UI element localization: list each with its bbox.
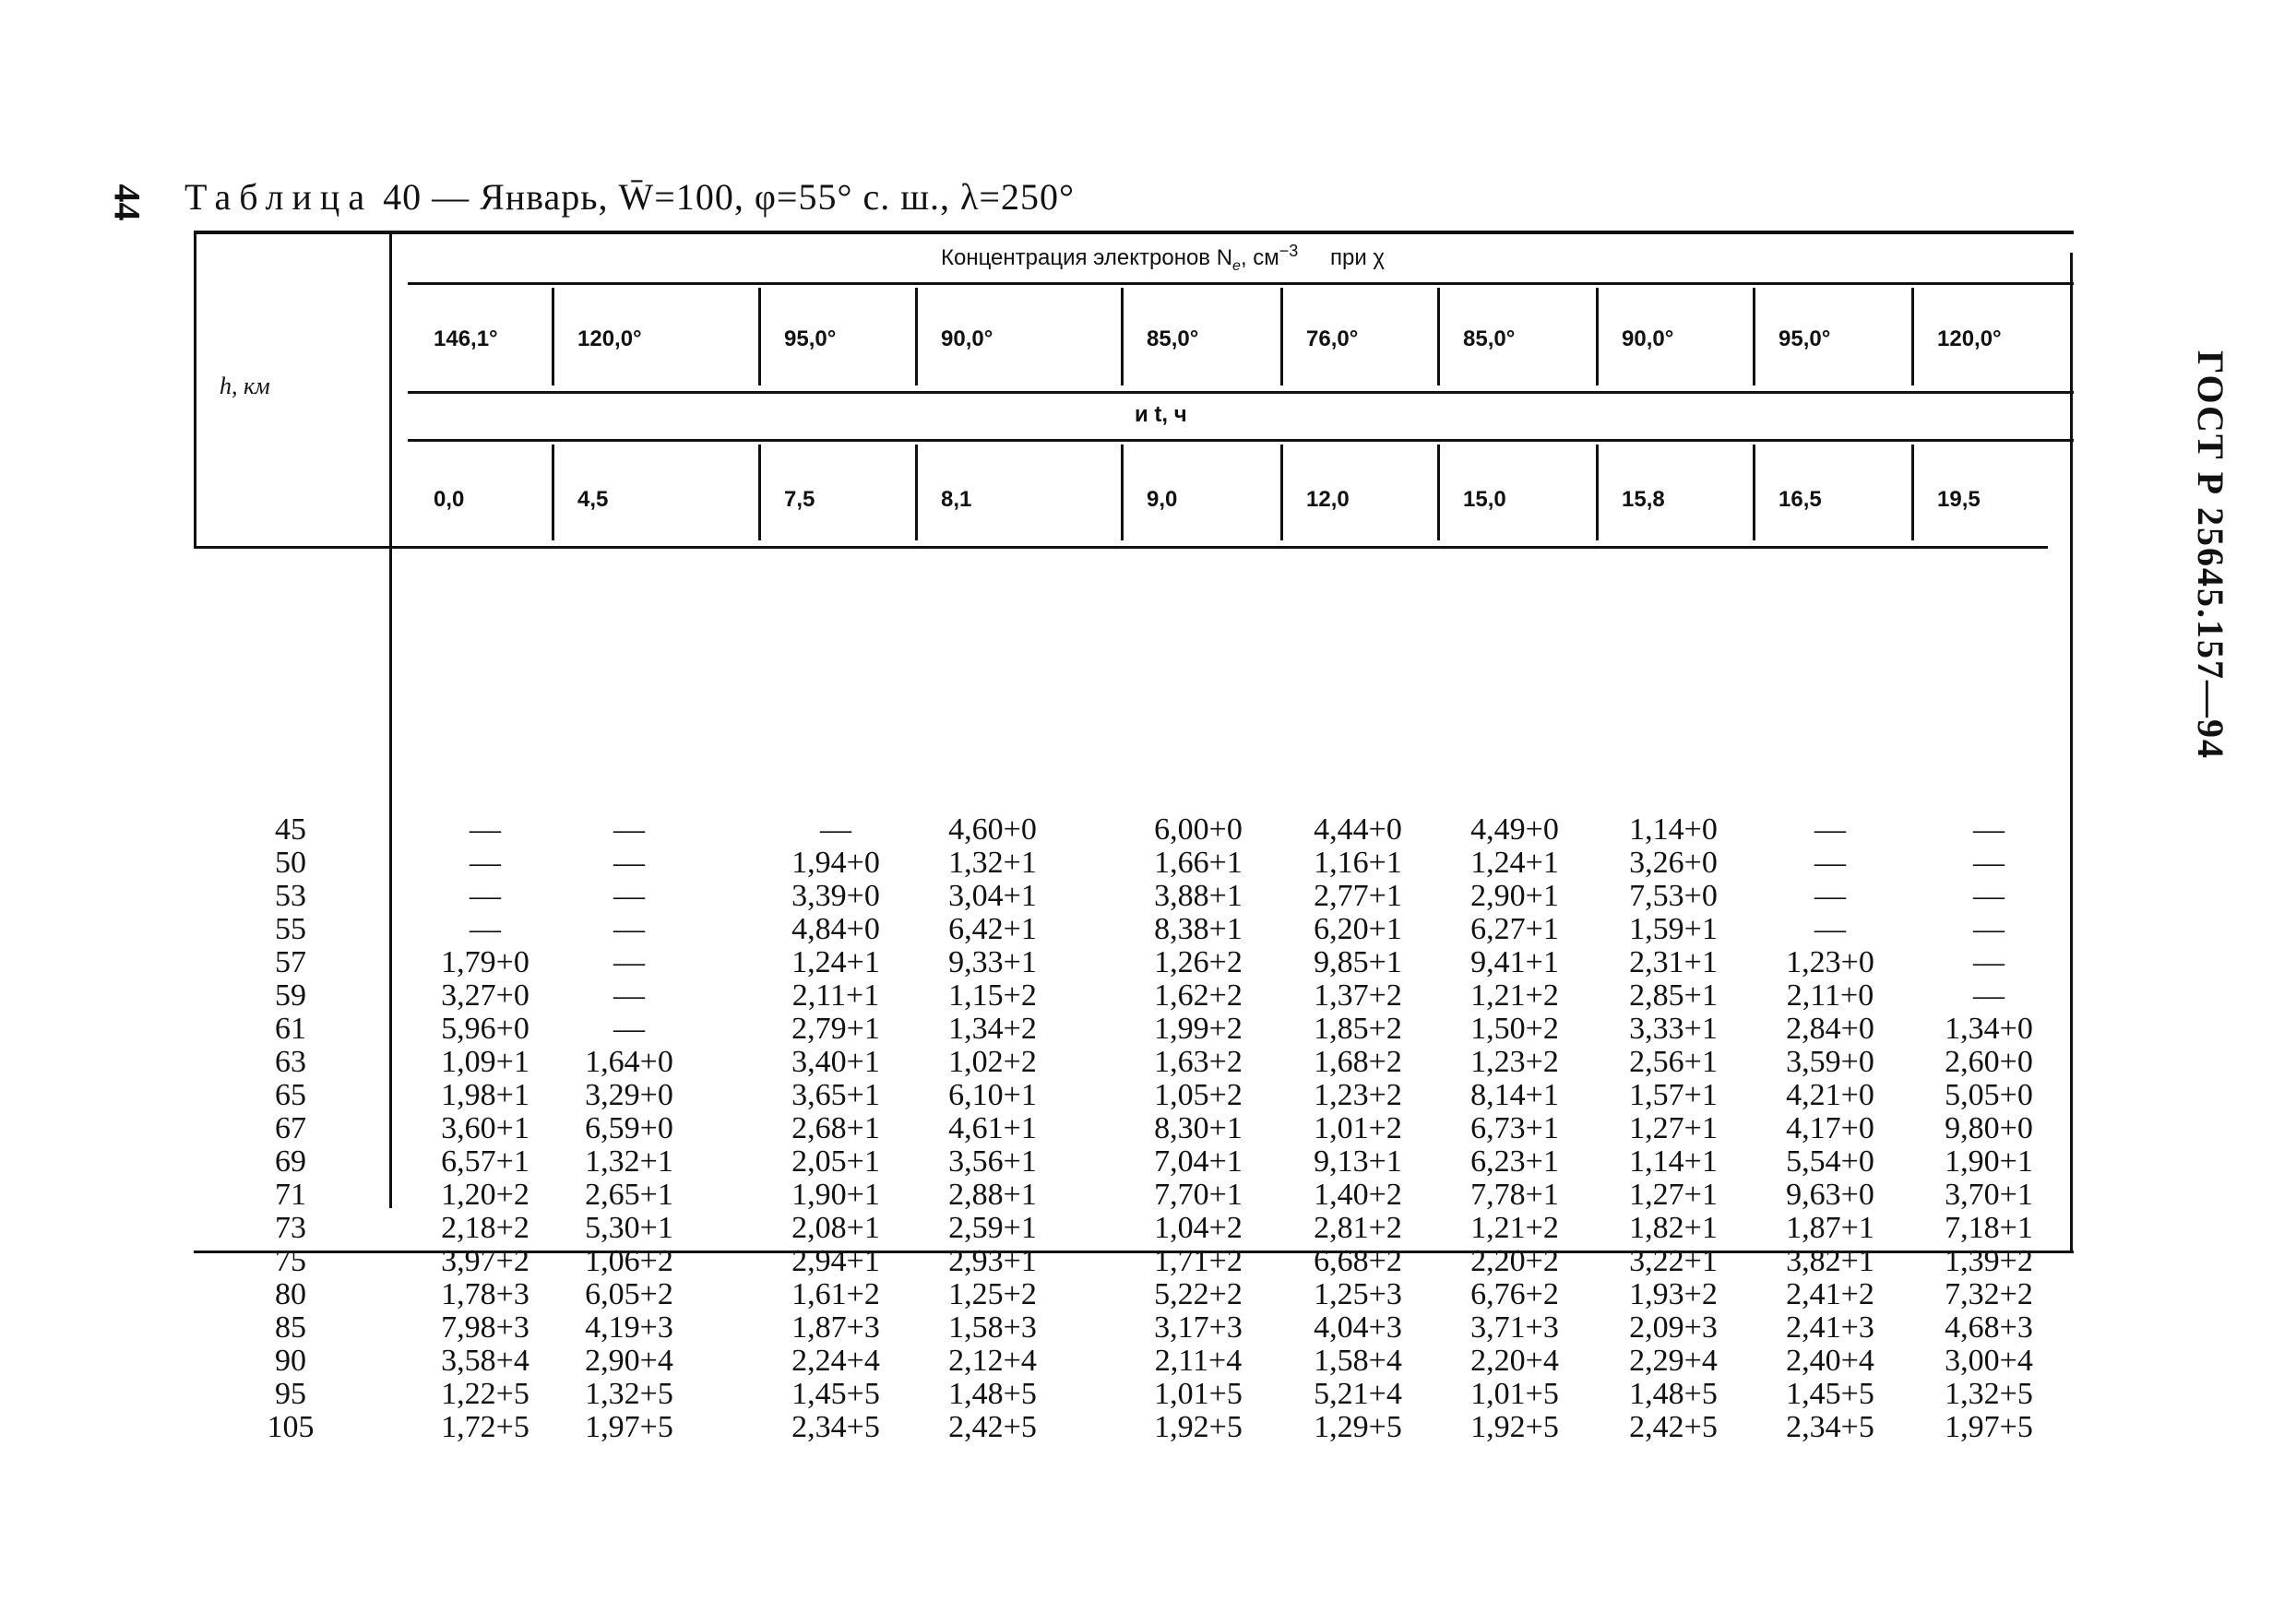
value-cell: 2,18+2 bbox=[441, 1211, 529, 1245]
value-cell: 6,10+1 bbox=[948, 1078, 1037, 1112]
value-cell: 1,24+1 bbox=[791, 945, 880, 979]
value-cell: 3,59+0 bbox=[1786, 1045, 1874, 1079]
value-cell: 9,85+1 bbox=[1314, 945, 1402, 979]
value-cell: 2,60+0 bbox=[1945, 1045, 2033, 1079]
h-cell: 95 bbox=[275, 1377, 306, 1411]
value-cell: — bbox=[470, 812, 501, 847]
value-cell: 2,68+1 bbox=[791, 1111, 880, 1145]
value-cell: 1,25+3 bbox=[1314, 1277, 1402, 1311]
value-cell: — bbox=[470, 879, 501, 913]
value-cell: 2,65+1 bbox=[585, 1178, 673, 1212]
rule-right bbox=[2070, 253, 2073, 1253]
value-cell: 2,11+1 bbox=[791, 978, 880, 1013]
value-cell: 2,42+5 bbox=[1629, 1410, 1718, 1444]
value-cell: 2,12+4 bbox=[948, 1344, 1037, 1378]
value-cell: 6,27+1 bbox=[1470, 912, 1559, 946]
value-cell: — bbox=[613, 1012, 645, 1046]
value-cell: 2,20+4 bbox=[1470, 1344, 1559, 1378]
rule-top bbox=[194, 231, 2074, 234]
value-cell: 2,34+5 bbox=[791, 1410, 880, 1444]
value-cell: 1,32+5 bbox=[585, 1377, 673, 1411]
value-cell: 4,44+0 bbox=[1314, 812, 1402, 847]
value-cell: 2,11+0 bbox=[1786, 978, 1874, 1013]
value-cell: — bbox=[1814, 812, 1846, 847]
value-cell: 3,82+1 bbox=[1786, 1244, 1874, 1278]
value-cell: 3,00+4 bbox=[1945, 1344, 2033, 1378]
value-cell: 6,68+2 bbox=[1314, 1244, 1402, 1278]
rule-time-sep bbox=[1596, 445, 1599, 540]
h-cell: 75 bbox=[275, 1244, 306, 1278]
value-cell: 1,23+2 bbox=[1314, 1078, 1402, 1112]
value-cell: 3,58+4 bbox=[441, 1344, 529, 1378]
value-cell: 2,09+3 bbox=[1629, 1310, 1718, 1345]
rule-chi-sep bbox=[1911, 288, 1914, 385]
value-cell: 1,97+5 bbox=[1945, 1410, 2033, 1444]
value-cell: 1,23+0 bbox=[1786, 945, 1874, 979]
value-cell: 2,84+0 bbox=[1786, 1012, 1874, 1046]
h-cell: 45 bbox=[275, 812, 306, 847]
value-cell: 2,05+1 bbox=[791, 1144, 880, 1179]
value-cell: 1,21+2 bbox=[1470, 978, 1559, 1013]
value-cell: 7,18+1 bbox=[1945, 1211, 2033, 1245]
data-table bbox=[194, 231, 2074, 1444]
value-cell: 2,34+5 bbox=[1786, 1410, 1874, 1444]
value-cell: 3,26+0 bbox=[1629, 846, 1718, 880]
rule-h-divider bbox=[389, 231, 392, 1208]
value-cell: — bbox=[1814, 912, 1846, 946]
chi-header-cell: 85,0° bbox=[1147, 326, 1199, 351]
value-cell: 4,19+3 bbox=[585, 1310, 673, 1345]
value-cell: 5,30+1 bbox=[585, 1211, 673, 1245]
value-cell: 4,61+1 bbox=[948, 1111, 1037, 1145]
value-cell: 1,20+2 bbox=[441, 1178, 529, 1212]
value-cell: 2,08+1 bbox=[791, 1211, 880, 1245]
value-cell: 1,59+1 bbox=[1629, 912, 1718, 946]
value-cell: 1,39+2 bbox=[1945, 1244, 2033, 1278]
value-cell: 1,21+2 bbox=[1470, 1211, 1559, 1245]
page-number: 44 bbox=[106, 184, 149, 221]
value-cell: 2,42+5 bbox=[948, 1410, 1037, 1444]
rule-time-sep bbox=[1753, 445, 1755, 540]
value-cell: 2,41+2 bbox=[1786, 1277, 1874, 1311]
h-cell: 61 bbox=[275, 1012, 306, 1046]
value-cell: 1,01+5 bbox=[1470, 1377, 1559, 1411]
h-cell: 90 bbox=[275, 1344, 306, 1378]
value-cell: 3,40+1 bbox=[791, 1045, 880, 1079]
value-cell: 3,29+0 bbox=[585, 1078, 673, 1112]
value-cell: 9,41+1 bbox=[1470, 945, 1559, 979]
chi-header-cell: 85,0° bbox=[1463, 326, 1516, 351]
value-cell: 1,26+2 bbox=[1154, 945, 1243, 979]
value-cell: 2,29+4 bbox=[1629, 1344, 1718, 1378]
chi-header-cell: 90,0° bbox=[941, 326, 993, 351]
value-cell: — bbox=[1973, 945, 2005, 979]
h-cell: 59 bbox=[275, 978, 306, 1013]
h-cell: 80 bbox=[275, 1277, 306, 1311]
value-cell: 1,64+0 bbox=[585, 1045, 673, 1079]
value-cell: 9,33+1 bbox=[948, 945, 1037, 979]
value-cell: 4,68+3 bbox=[1945, 1310, 2033, 1345]
value-cell: 1,99+2 bbox=[1154, 1012, 1243, 1046]
rule-chi-sep bbox=[1280, 288, 1283, 385]
time-header-cell: 4,5 bbox=[577, 487, 609, 512]
value-cell: 2,85+1 bbox=[1629, 978, 1718, 1013]
h-cell: 85 bbox=[275, 1310, 306, 1345]
value-cell: 3,17+3 bbox=[1154, 1310, 1243, 1345]
value-cell: — bbox=[1973, 812, 2005, 847]
value-cell: 2,94+1 bbox=[791, 1244, 880, 1278]
rule-chi-sep bbox=[1753, 288, 1755, 385]
value-cell: 1,61+2 bbox=[791, 1277, 880, 1311]
value-cell: 1,72+5 bbox=[441, 1410, 529, 1444]
value-cell: 2,90+1 bbox=[1470, 879, 1559, 913]
value-cell: 3,56+1 bbox=[948, 1144, 1037, 1179]
caption-text: 40 — Январь, W̄=100, φ=55° с. ш., λ=250° bbox=[383, 176, 1075, 218]
value-cell: 8,30+1 bbox=[1154, 1111, 1243, 1145]
group-header-text: Концентрация электронов N bbox=[941, 245, 1233, 270]
value-cell: 1,09+1 bbox=[441, 1045, 529, 1079]
rule-time-sep bbox=[1280, 445, 1283, 540]
value-cell: — bbox=[613, 846, 645, 880]
rule-time-sep bbox=[1911, 445, 1914, 540]
time-header-cell: 19,5 bbox=[1937, 487, 1981, 512]
value-cell: 1,82+1 bbox=[1629, 1211, 1718, 1245]
value-cell: 3,60+1 bbox=[441, 1111, 529, 1145]
value-cell: 1,45+5 bbox=[791, 1377, 880, 1411]
value-cell: 1,87+1 bbox=[1786, 1211, 1874, 1245]
value-cell: 1,92+5 bbox=[1154, 1410, 1243, 1444]
h-cell: 65 bbox=[275, 1078, 306, 1112]
value-cell: — bbox=[613, 879, 645, 913]
value-cell: 1,78+3 bbox=[441, 1277, 529, 1311]
value-cell: 5,54+0 bbox=[1786, 1144, 1874, 1179]
value-cell: 1,90+1 bbox=[1945, 1144, 2033, 1179]
value-cell: 3,88+1 bbox=[1154, 879, 1243, 913]
value-cell: 1,04+2 bbox=[1154, 1211, 1243, 1245]
value-cell: 7,53+0 bbox=[1629, 879, 1718, 913]
value-cell: 2,88+1 bbox=[948, 1178, 1037, 1212]
value-cell: 3,04+1 bbox=[948, 879, 1037, 913]
value-cell: — bbox=[1973, 978, 2005, 1013]
value-cell: 6,00+0 bbox=[1154, 812, 1243, 847]
value-cell: 4,04+3 bbox=[1314, 1310, 1402, 1345]
value-cell: 1,48+5 bbox=[948, 1377, 1037, 1411]
value-cell: 3,97+2 bbox=[441, 1244, 529, 1278]
time-header-cell: 12,0 bbox=[1306, 487, 1350, 512]
group-header-unit: , см bbox=[1240, 245, 1279, 270]
rule-time-sep bbox=[552, 445, 554, 540]
value-cell: 2,90+4 bbox=[585, 1344, 673, 1378]
value-cell: 6,59+0 bbox=[585, 1111, 673, 1145]
value-cell: 6,76+2 bbox=[1470, 1277, 1559, 1311]
value-cell: — bbox=[613, 978, 645, 1013]
value-cell: 1,16+1 bbox=[1314, 846, 1402, 880]
value-cell: 1,37+2 bbox=[1314, 978, 1402, 1013]
value-cell: 2,93+1 bbox=[948, 1244, 1037, 1278]
value-cell: 6,23+1 bbox=[1470, 1144, 1559, 1179]
value-cell: — bbox=[1973, 846, 2005, 880]
value-cell: 3,27+0 bbox=[441, 978, 529, 1013]
value-cell: 6,57+1 bbox=[441, 1144, 529, 1179]
value-cell: 1,32+1 bbox=[948, 846, 1037, 880]
value-cell: 1,15+2 bbox=[948, 978, 1037, 1013]
value-cell: 1,23+2 bbox=[1470, 1045, 1559, 1079]
value-cell: 2,24+4 bbox=[791, 1344, 880, 1378]
value-cell: 1,57+1 bbox=[1629, 1078, 1718, 1112]
value-cell: 1,40+2 bbox=[1314, 1178, 1402, 1212]
value-cell: 1,22+5 bbox=[441, 1377, 529, 1411]
value-cell: 1,68+2 bbox=[1314, 1045, 1402, 1079]
value-cell: 8,14+1 bbox=[1470, 1078, 1559, 1112]
value-cell: 6,20+1 bbox=[1314, 912, 1402, 946]
value-cell: 1,66+1 bbox=[1154, 846, 1243, 880]
value-cell: 2,79+1 bbox=[791, 1012, 880, 1046]
value-cell: 2,77+1 bbox=[1314, 879, 1402, 913]
value-cell: 1,34+0 bbox=[1945, 1012, 2033, 1046]
group-header-tail: при χ bbox=[1330, 245, 1386, 270]
value-cell: 8,38+1 bbox=[1154, 912, 1243, 946]
value-cell: 1,01+2 bbox=[1314, 1111, 1402, 1145]
h-cell: 73 bbox=[275, 1211, 306, 1245]
value-cell: 2,11+4 bbox=[1154, 1344, 1243, 1378]
value-cell: 4,21+0 bbox=[1786, 1078, 1874, 1112]
rule-time-sep bbox=[915, 445, 918, 540]
value-cell: 1,98+1 bbox=[441, 1078, 529, 1112]
value-cell: 4,60+0 bbox=[948, 812, 1037, 847]
rule-time-sep bbox=[758, 445, 761, 540]
rule-time-sep bbox=[1121, 445, 1124, 540]
time-header-cell: 9,0 bbox=[1147, 487, 1178, 512]
value-cell: 3,71+3 bbox=[1470, 1310, 1559, 1345]
value-cell: 1,29+5 bbox=[1314, 1410, 1402, 1444]
value-cell: 1,01+5 bbox=[1154, 1377, 1243, 1411]
h-cell: 57 bbox=[275, 945, 306, 979]
chi-header-cell: 95,0° bbox=[1779, 326, 1831, 351]
value-cell: — bbox=[470, 912, 501, 946]
value-cell: 6,42+1 bbox=[948, 912, 1037, 946]
value-cell: 2,59+1 bbox=[948, 1211, 1037, 1245]
value-cell: 1,05+2 bbox=[1154, 1078, 1243, 1112]
value-cell: 1,92+5 bbox=[1470, 1410, 1559, 1444]
h-cell: 55 bbox=[275, 912, 306, 946]
value-cell: 1,27+1 bbox=[1629, 1111, 1718, 1145]
time-header-cell: 15,8 bbox=[1622, 487, 1665, 512]
rule-chi-sep bbox=[1596, 288, 1599, 385]
value-cell: 6,05+2 bbox=[585, 1277, 673, 1311]
value-cell: 7,04+1 bbox=[1154, 1144, 1243, 1179]
value-cell: 1,48+5 bbox=[1629, 1377, 1718, 1411]
value-cell: 1,90+1 bbox=[791, 1178, 880, 1212]
value-cell: 9,63+0 bbox=[1786, 1178, 1874, 1212]
value-cell: 1,45+5 bbox=[1786, 1377, 1874, 1411]
standard-designation: ГОСТ Р 25645.157—94 bbox=[2190, 350, 2231, 761]
value-cell: 7,78+1 bbox=[1470, 1178, 1559, 1212]
value-cell: 3,65+1 bbox=[791, 1078, 880, 1112]
chi-header-cell: 76,0° bbox=[1306, 326, 1359, 351]
value-cell: — bbox=[613, 912, 645, 946]
chi-header-cell: 120,0° bbox=[1937, 326, 2002, 351]
value-cell: 1,34+2 bbox=[948, 1012, 1037, 1046]
time-header-cell: 16,5 bbox=[1779, 487, 1822, 512]
h-cell: 71 bbox=[275, 1178, 306, 1212]
value-cell: 5,05+0 bbox=[1945, 1078, 2033, 1112]
value-cell: 4,84+0 bbox=[791, 912, 880, 946]
chi-header-cell: 95,0° bbox=[784, 326, 837, 351]
time-header-cell: 8,1 bbox=[941, 487, 972, 512]
time-header: и t, ч bbox=[1135, 402, 1187, 427]
value-cell: 1,87+3 bbox=[791, 1310, 880, 1345]
value-cell: — bbox=[1973, 879, 2005, 913]
value-cell: 1,97+5 bbox=[585, 1410, 673, 1444]
value-cell: 4,17+0 bbox=[1786, 1111, 1874, 1145]
chi-header-cell: 90,0° bbox=[1622, 326, 1674, 351]
value-cell: 7,98+3 bbox=[441, 1310, 529, 1345]
rule-chi-sep bbox=[1121, 288, 1124, 385]
value-cell: 2,40+4 bbox=[1786, 1344, 1874, 1378]
group-header-exponent: −3 bbox=[1279, 242, 1299, 260]
value-cell: 1,14+0 bbox=[1629, 812, 1718, 847]
rule-left bbox=[194, 231, 196, 549]
rule-chi-sep bbox=[915, 288, 918, 385]
rule-chi-sep bbox=[552, 288, 554, 385]
value-cell: — bbox=[1814, 879, 1846, 913]
h-cell: 53 bbox=[275, 879, 306, 913]
value-cell: 6,73+1 bbox=[1470, 1111, 1559, 1145]
h-column-header: h, км bbox=[220, 373, 270, 399]
value-cell: 1,58+4 bbox=[1314, 1344, 1402, 1378]
value-cell: 1,58+3 bbox=[948, 1310, 1037, 1345]
rule-chi-sep bbox=[758, 288, 761, 385]
rule-header-bottom bbox=[194, 546, 2048, 549]
rule-group bbox=[408, 282, 2074, 285]
value-cell: — bbox=[820, 812, 851, 847]
value-cell: 3,33+1 bbox=[1629, 1012, 1718, 1046]
value-cell: — bbox=[613, 945, 645, 979]
h-cell: 63 bbox=[275, 1045, 306, 1079]
value-cell: 1,14+1 bbox=[1629, 1144, 1718, 1179]
value-cell: 2,81+2 bbox=[1314, 1211, 1402, 1245]
value-cell: 5,96+0 bbox=[441, 1012, 529, 1046]
value-cell: — bbox=[1814, 846, 1846, 880]
h-cell: 105 bbox=[267, 1410, 315, 1444]
time-header-cell: 0,0 bbox=[434, 487, 465, 512]
value-cell: 9,80+0 bbox=[1945, 1111, 2033, 1145]
value-cell: 1,62+2 bbox=[1154, 978, 1243, 1013]
group-header-subscript: e bbox=[1232, 257, 1241, 274]
chi-header-cell: 146,1° bbox=[434, 326, 498, 351]
h-cell: 50 bbox=[275, 846, 306, 880]
value-cell: 1,79+0 bbox=[441, 945, 529, 979]
value-cell: 7,70+1 bbox=[1154, 1178, 1243, 1212]
value-cell: 1,85+2 bbox=[1314, 1012, 1402, 1046]
value-cell: 9,13+1 bbox=[1314, 1144, 1402, 1179]
group-header bbox=[941, 242, 1385, 275]
value-cell: 3,70+1 bbox=[1945, 1178, 2033, 1212]
chi-header-cell: 120,0° bbox=[577, 326, 642, 351]
value-cell: 3,39+0 bbox=[791, 879, 880, 913]
value-cell: 1,25+2 bbox=[948, 1277, 1037, 1311]
rule-time bbox=[408, 439, 2074, 442]
rule-time-sep bbox=[1437, 445, 1440, 540]
time-header-cell: 15,0 bbox=[1463, 487, 1506, 512]
h-cell: 67 bbox=[275, 1111, 306, 1145]
value-cell: 4,49+0 bbox=[1470, 812, 1559, 847]
value-cell: — bbox=[613, 812, 645, 847]
value-cell: — bbox=[1973, 912, 2005, 946]
table-caption bbox=[184, 175, 1075, 219]
value-cell: 1,93+2 bbox=[1629, 1277, 1718, 1311]
value-cell: 1,24+1 bbox=[1470, 846, 1559, 880]
value-cell: 1,94+0 bbox=[791, 846, 880, 880]
value-cell: 3,22+1 bbox=[1629, 1244, 1718, 1278]
value-cell: 1,63+2 bbox=[1154, 1045, 1243, 1079]
value-cell: 1,32+1 bbox=[585, 1144, 673, 1179]
value-cell: 1,27+1 bbox=[1629, 1178, 1718, 1212]
value-cell: 1,50+2 bbox=[1470, 1012, 1559, 1046]
value-cell: 1,71+2 bbox=[1154, 1244, 1243, 1278]
rule-chi bbox=[408, 391, 2074, 394]
value-cell: 1,32+5 bbox=[1945, 1377, 2033, 1411]
value-cell: 1,02+2 bbox=[948, 1045, 1037, 1079]
value-cell: 1,06+2 bbox=[585, 1244, 673, 1278]
value-cell: 2,56+1 bbox=[1629, 1045, 1718, 1079]
value-cell: 2,41+3 bbox=[1786, 1310, 1874, 1345]
caption-word: Таблица bbox=[184, 176, 374, 218]
value-cell: — bbox=[470, 846, 501, 880]
time-header-cell: 7,5 bbox=[784, 487, 815, 512]
value-cell: 2,20+2 bbox=[1470, 1244, 1559, 1278]
value-cell: 7,32+2 bbox=[1945, 1277, 2033, 1311]
h-cell: 69 bbox=[275, 1144, 306, 1179]
value-cell: 5,22+2 bbox=[1154, 1277, 1243, 1311]
value-cell: 2,31+1 bbox=[1629, 945, 1718, 979]
rule-chi-sep bbox=[1437, 288, 1440, 385]
value-cell: 5,21+4 bbox=[1314, 1377, 1402, 1411]
